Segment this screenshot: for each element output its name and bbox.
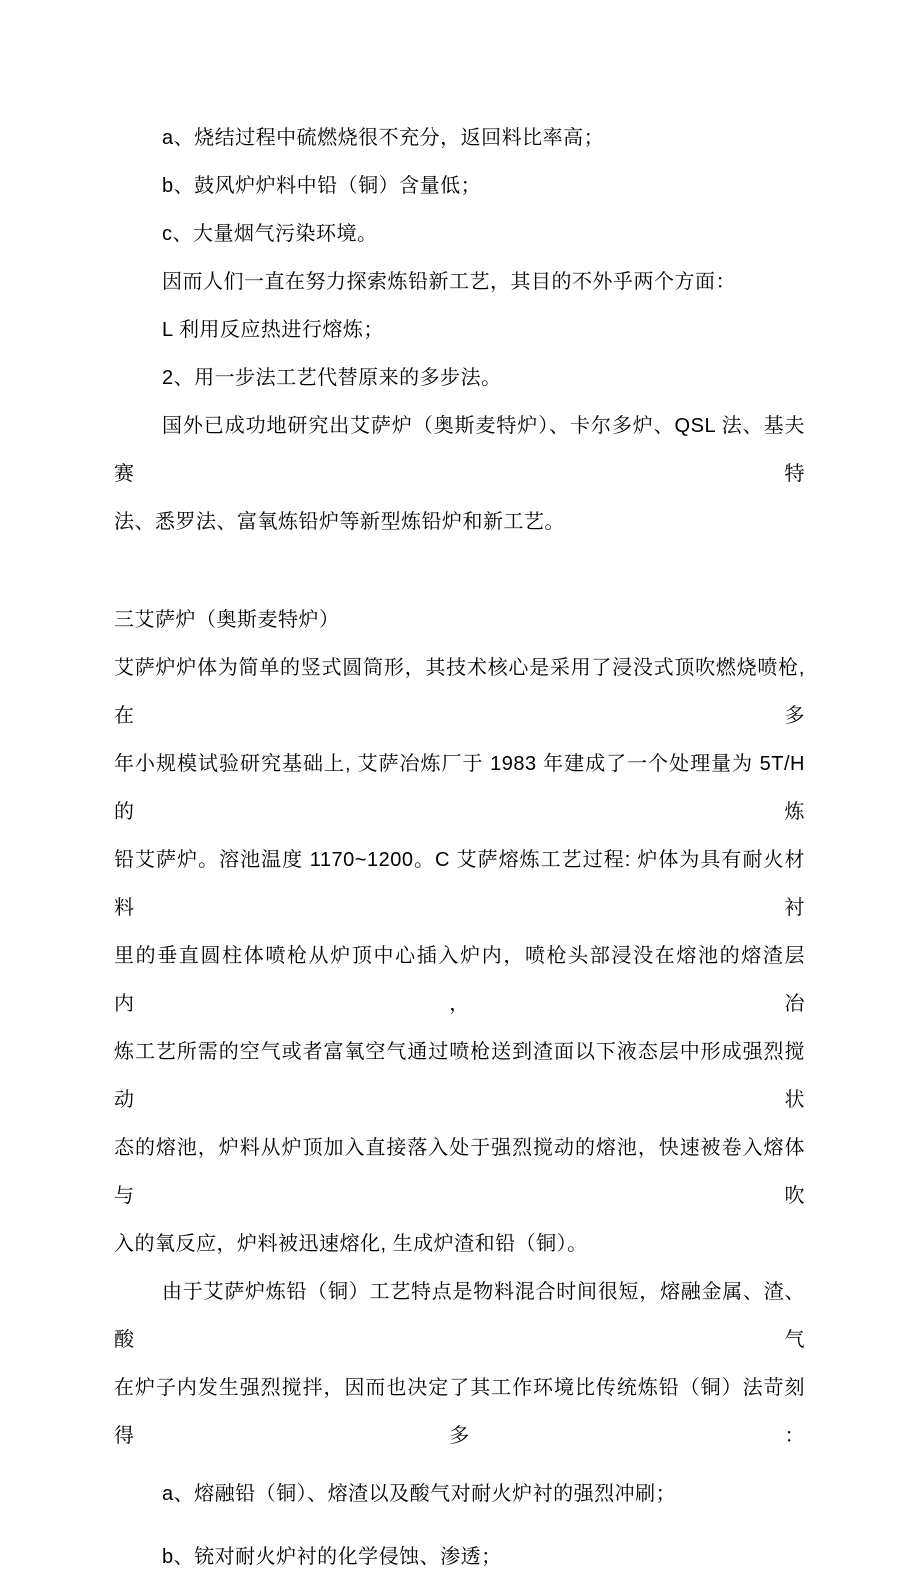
para-isa-working-conditions bbox=[114, 1268, 805, 1460]
section-heading: 三艾萨炉（奥斯麦特炉） bbox=[114, 609, 340, 631]
item-b-top bbox=[114, 162, 805, 210]
text-line: 铅艾萨炉。溶池温度 1170~1200。C 艾萨熔炼工艺过程: 炉体为具有耐火材料衬 bbox=[114, 849, 805, 919]
para-isa-description bbox=[114, 644, 805, 1268]
text-line: 在炉子内发生强烈搅拌，因而也决定了其工作环境比传统炼铅（铜）法苛刻得多： bbox=[114, 1377, 805, 1447]
text-line: 国外已成功地研究出艾萨炉（奥斯麦特炉）、卡尔多炉、QSL 法、基夫赛特 bbox=[114, 415, 805, 485]
item-b-bottom bbox=[114, 1533, 805, 1581]
text-line: c、大量烟气污染环境。 bbox=[162, 223, 378, 245]
text-line: a、熔融铅（铜）、熔渣以及酸气对耐火炉衬的强烈冲刷； bbox=[162, 1483, 677, 1505]
heading-isa-furnace bbox=[114, 596, 805, 644]
item-2-goal bbox=[114, 354, 805, 402]
text-line: L 利用反应热进行熔炼； bbox=[162, 319, 384, 341]
item-a-top bbox=[114, 114, 805, 162]
text-line: 因而人们一直在努力探索炼铅新工艺，其目的不外乎两个方面： bbox=[162, 271, 736, 293]
text-line: 态的熔池，炉料从炉顶加入直接落入处于强烈搅动的熔池，快速被卷入熔体与吹 bbox=[114, 1137, 805, 1207]
para-goal bbox=[114, 258, 805, 306]
text-line: 艾萨炉炉体为简单的竖式圆筒形，其技术核心是采用了浸没式顶吹燃烧喷枪, 在多 bbox=[114, 657, 805, 727]
para-new-processes bbox=[114, 402, 805, 546]
text-line: 入的氧反应，炉料被迅速熔化, 生成炉渣和铅（铜）。 bbox=[114, 1233, 588, 1255]
text-line: b、鼓风炉炉料中铅（铜）含量低； bbox=[162, 175, 482, 197]
text-line: 法、悉罗法、富氧炼铅炉等新型炼铅炉和新工艺。 bbox=[114, 511, 565, 533]
text-line: 2、用一步法工艺代替原来的多步法。 bbox=[162, 367, 502, 389]
text-line: 里的垂直圆柱体喷枪从炉顶中心插入炉内，喷枪头部浸没在熔池的熔渣层内，冶 bbox=[114, 945, 805, 1015]
item-a-bottom bbox=[114, 1470, 805, 1518]
text-line: 炼工艺所需的空气或者富氧空气通过喷枪送到渣面以下液态层中形成强烈搅动状 bbox=[114, 1041, 805, 1111]
text-line: a、烧结过程中硫燃烧很不充分，返回料比率高； bbox=[162, 127, 605, 149]
text-line: 由于艾萨炉炼铅（铜）工艺特点是物料混合时间很短，熔融金属、渣、酸气 bbox=[114, 1281, 805, 1351]
text-line: 年小规模试验研究基础上, 艾萨冶炼厂于 1983 年建成了一个处理量为 5T/H 的炼 bbox=[114, 753, 805, 823]
text-line: b、铳对耐火炉衬的化学侵蚀、渗透； bbox=[162, 1546, 502, 1568]
item-c-top bbox=[114, 210, 805, 258]
item-1-goal bbox=[114, 306, 805, 354]
document-content bbox=[114, 114, 805, 1581]
